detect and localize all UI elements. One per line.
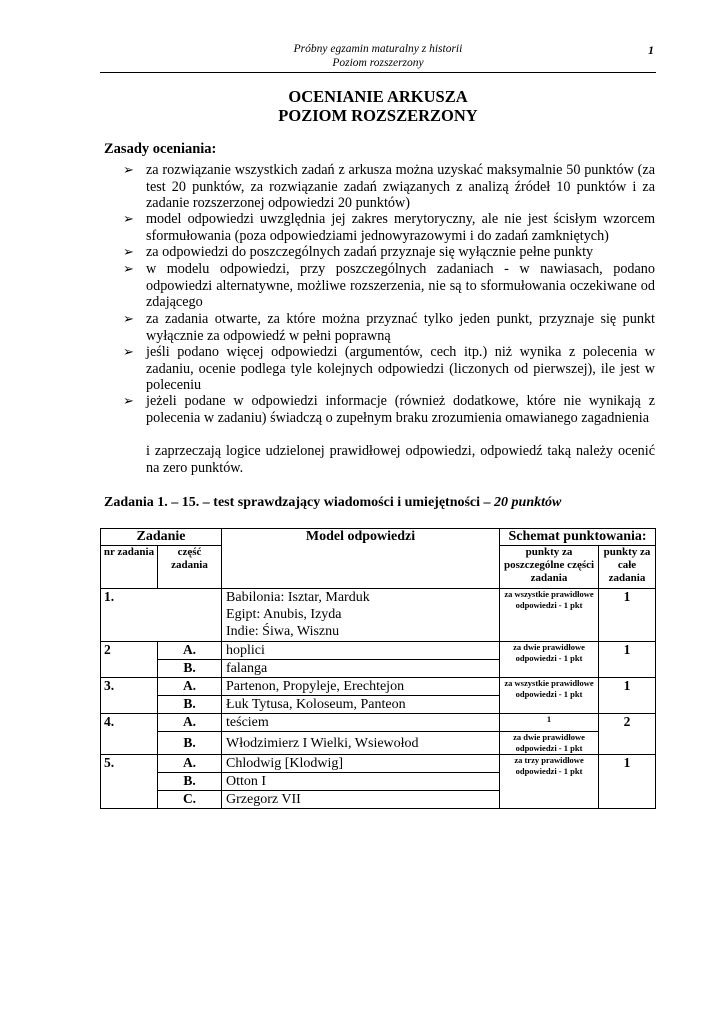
task-number: 4. [101,714,158,755]
scoring-rule: za trzy prawidłowe odpowiedzi - 1 pkt [500,755,599,809]
model-answer: Otton I [222,773,500,791]
model-answer: hoplici [222,642,500,660]
task-part: C. [158,791,222,809]
arrow-bullet-icon: ➢ [123,162,134,177]
scoring-rule: 1 [500,714,599,732]
header-task-part: część zadania [158,546,222,589]
arrow-bullet-icon: ➢ [123,393,134,408]
page-number: 1 [648,43,654,57]
task-part: A. [158,714,222,732]
rule-item-continuation: i zaprzeczają logice udzielonej prawidłowej odpowiedzi, odpowiedź taką należy ocenić na zero punktów. [146,443,655,476]
page-subtitle: POZIOM ROZSZERZONY [278,106,478,125]
scoring-rule: za dwie prawidłowe odpowiedzi - 1 pkt [500,732,599,755]
task-part: A. [158,642,222,660]
section-heading-text: Zadania 1. – 15. – test sprawdzający wiadomości i umiejętności – [104,495,495,510]
scoring-rule: za wszystkie prawidłowe odpowiedzi - 1 pkt [500,678,599,714]
task-points: 1 [599,755,656,809]
scoring-rule: za dwie prawidłowe odpowiedzi - 1 pkt [500,642,599,678]
table-row [101,755,656,773]
arrow-bullet-icon: ➢ [123,311,134,326]
task-number: 5. [101,755,158,809]
model-answer: Partenon, Propyleje, Erechtejon [222,678,500,696]
model-answer-line: Egipt: Anubis, Izyda [226,607,342,622]
task-part: B. [158,732,222,755]
rule-item: za odpowiedzi do poszczególnych zadań przyznaje się wyłącznie pełne punkty [146,244,594,260]
rule-item: jeżeli podane w odpowiedzi informacje (również dodatkowe, które nie wynikają z polecenia w zadaniu) świadczą o zupełnym braku zrozumienia omawianego zagadnienia [146,393,655,426]
model-answer: falanga [222,660,500,678]
arrow-bullet-icon: ➢ [123,211,134,226]
arrow-bullet-icon: ➢ [123,244,134,259]
header-points-total: punkty za całe zadania [599,546,656,589]
task-number: 2 [101,642,158,678]
rule-item: za rozwiązanie wszystkich zadań z arkusza można uzyskać maksymalnie 50 punktów (za test 20 punktów, za rozwiązanie zadań związanych z analizą źródeł 10 punktów i za zadanie rozszerzonej odpowiedzi 20 punktów) [146,162,655,211]
table-row [101,642,656,660]
scoring-rule: za wszystkie prawidłowe odpowiedzi - 1 pkt [500,589,599,642]
model-answer [222,589,500,642]
task-number: 1. [101,589,222,642]
section-heading-points: 20 punktów [494,495,562,510]
task-part: A. [158,678,222,696]
header-points-per-part: punkty za poszczególne części zadania [500,546,599,589]
model-answer: Łuk Tytusa, Koloseum, Panteon [222,696,500,714]
rule-item: jeśli podano więcej odpowiedzi (argumentów, cech itp.) niż wynika z polecenia w zadaniu, ocenie podlega tyle kolejnych odpowiedzi (liczonych od pierwszej), ile jest w poleceniu [146,344,655,393]
table-row [101,678,656,696]
header-level: Poziom rozszerzony [332,57,424,69]
task-points: 1 [599,642,656,678]
task-part: B. [158,660,222,678]
header-divider [100,72,656,73]
task-points: 2 [599,714,656,755]
model-answer: teściem [222,714,500,732]
task-number: 3. [101,678,158,714]
header-exam-title: Próbny egzamin maturalny z historii [293,43,463,55]
header-zadanie: Zadanie [101,529,222,546]
section-heading [104,495,561,511]
page-title: OCENIANIE ARKUSZA [288,87,468,106]
table-row [101,732,656,755]
table-row [101,589,656,642]
table-row [101,714,656,732]
task-part: B. [158,696,222,714]
model-answer: Grzegorz VII [222,791,500,809]
task-part: A. [158,755,222,773]
arrow-bullet-icon: ➢ [123,344,134,359]
task-points: 1 [599,678,656,714]
rule-item: model odpowiedzi uwzględnia jej zakres merytoryczny, ale nie jest ścisłym wzorcem sformułowania (poza odpowiedziami jednowyrazowymi i do zadań zamkniętych) [146,211,655,244]
task-part: B. [158,773,222,791]
rules-heading: Zasady oceniania: [104,141,217,157]
model-answer: Włodzimierz I Wielki, Wsiewołod [222,732,500,755]
header-scoring-scheme: Schemat punktowania: [500,529,656,546]
model-answer: Chlodwig [Klodwig] [222,755,500,773]
task-points: 1 [599,589,656,642]
model-answer-line: Babilonia: Isztar, Marduk [226,590,370,605]
model-answer-line: Indie: Śiwa, Wisznu [226,624,340,639]
scoring-table [100,528,656,809]
header-model-answer: Model odpowiedzi [222,529,500,589]
rule-item: za zadania otwarte, za które można przyznać tylko jeden punkt, przyznaje się punkt wyłącznie za odpowiedź w pełni poprawną [146,311,655,344]
arrow-bullet-icon: ➢ [123,261,134,276]
rule-item: w modelu odpowiedzi, przy poszczególnych zadaniach - w nawiasach, podano odpowiedzi alternatywne, możliwe rozszerzenia, nie są to sformułowania oczekiwane od zdającego [146,261,655,310]
header-task-number: nr zadania [101,546,158,589]
